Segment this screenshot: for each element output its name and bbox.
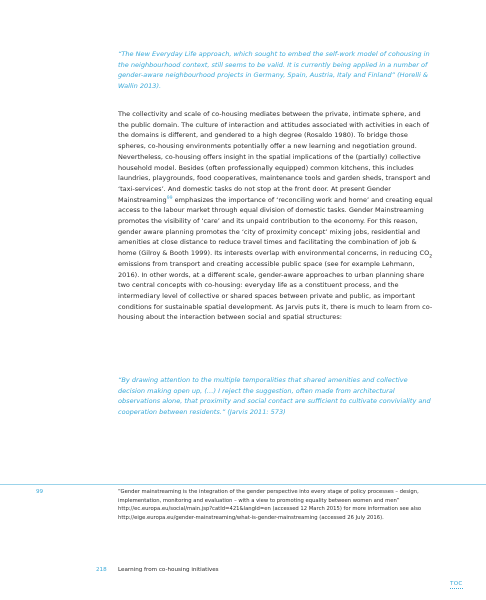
body-text-part3: emissions from transport and creating accessible public space (see for example Lehmann, 2016). In other words, at a different scale, gender-aware approaches to urban planning share two central concepts with co-housing: everyday life as a constituent process, and the intermediary level of collective or shared spaces between private and public, as important conditions for sustainable spatial development. As Jarvis puts it, there is much to learn from co-housing about the interaction between social and spatial structures: [118, 259, 433, 322]
footnote-divider [0, 484, 486, 485]
quote-block-1 [118, 49, 433, 92]
chapter-title: Learning from co-housing initiatives [118, 567, 219, 573]
body-text-part1: The collectivity and scale of co-housing mediates between the private, intimate sphere, and the public domain. The culture of interaction and attitudes associated with activities in each of the domains is different, and gendered to a high degree (Rosaldo 1980). To bridge those spheres, co-housing environments potentially offer a new learning and negotiation ground. Nevertheless, co-housing offers insight in the spatial implications of the (partially) collective household model. Besides (often professionally equipped) common kitchens, this includes laundries, playgrounds, food cooperatives, maintenance tools and garden sheds, transport and ‘taxi-services’. And domestic tasks do not stop at the front door. At present Gender Mainstreaming [118, 110, 431, 204]
footnote-text: “Gender mainstreaming is the integration of the gender perspective into every stage of policy processes – design, implementation, monitoring and evaluation – with a view to promoting equality between women and men” http://ec.europa.eu/social/main.jsp?catId=421&langId=en (accessed 12 March 2015) for more information see also http://eige.europa.eu/gender-mainstreaming/what-is-gender-mainstreaming (accessed 26 July 2016). [118, 489, 422, 521]
footnote-reference-99[interactable]: 99 [166, 195, 173, 201]
toc-link[interactable]: TOC [450, 581, 463, 587]
block-quote-horelli-wallin: “The New Everyday Life approach, which sought to embed the self-work model of cohousing in the neighbourhood context, still seems to be valid. It is currently being applied in a number of gender-aware neighbourhood projects in Germany, Spain, Austria, Italy and Finland” (Horelli & Wallin 2013). [118, 50, 430, 91]
quote-block-2 [118, 375, 433, 418]
main-paragraph [118, 109, 433, 323]
body-text-part2: emphasizes the importance of ‘reconciling work and home’ and creating equal access to the labour market through equal division of domestic tasks. Gender Mainstreaming promotes the visibility of ‘care’ and its unpaid contribution to the economy. For this reason, gender aware planning promotes the ‘city of proximity concept’ mixing jobs, residential and amenities at close distance to reduce travel times and facilitating the combination of job & home (Gilroy & Booth 1999). Its interests overlap with environmental concerns, in reducing CO [118, 195, 433, 258]
block-quote-jarvis: “By drawing attention to the multiple temporalities that shared amenities and collective decision making open up, (…) I reject the suggestion, often made from architectural observations alone, that proximity and social contact are sufficient to cultivate conviviality and cooperation between residents.” (Jarvis 2011: 573) [118, 376, 431, 417]
body-paragraph [118, 109, 433, 323]
footnote-number: 99 [36, 489, 44, 495]
co2-subscript: 2 [429, 254, 433, 260]
page-number: 218 [96, 567, 107, 573]
